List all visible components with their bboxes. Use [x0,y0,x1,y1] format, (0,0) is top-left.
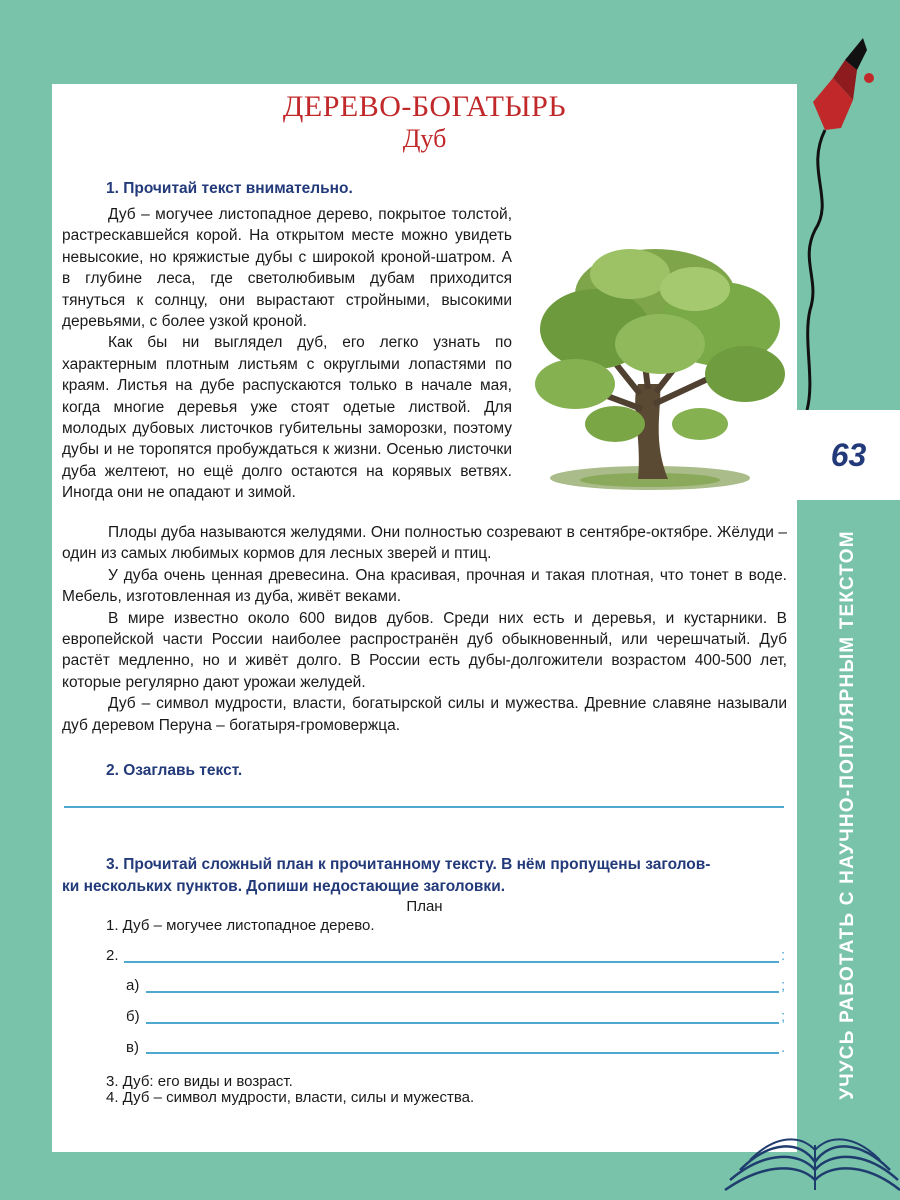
plan-sub-c-label: в) [126,1039,139,1056]
paragraph-2: Как бы ни выглядел дуб, его легко узнать по характерным плотным листьям с округлыми лопастями по краям. Листья на дубе распускаются только в начале мая, когда многие деревья уже стоят одетые листвой. Для молодых дубовых листочков губительны заморозки, поэтому дубы и не торопятся пробуждаться к жизни. Осенью листочки дуба желтеют, но ещё долго остаются на корявых ветвях. Иногда они не опадают и зимой. [62,334,512,502]
paragraph-3: Плоды дуба называются желудями. Они полностью созревают в сентябре-октябре. Жёлуди – один из самых любимых кормов для лесных зверей и птиц. [62,524,787,563]
open-book-icon [720,1100,900,1200]
plan-item-2-colon: : [781,947,786,964]
text-block-lower [62,522,787,736]
oak-tree-illustration [520,234,788,499]
plan-sub-a-line[interactable] [146,991,779,993]
plan-item-2-number: 2. [106,947,119,964]
task3-heading-line2: ки нескольких пунктов. Допиши недостающие заголовки. [62,878,506,895]
plan-sub-c-period: . [781,1039,786,1056]
task3-heading-line1: 3. Прочитай сложный план к прочитанному тексту. В нём пропущены заголов- [106,856,711,873]
task1-heading: 1. Прочитай текст внимательно. [106,180,353,197]
side-label [828,520,868,1110]
plan-sub-b-label: б) [126,1008,140,1025]
task2-heading: 2. Озаглавь текст. [106,762,243,779]
plan-sub-b-line[interactable] [146,1022,779,1024]
page-number-tab [797,410,900,500]
paragraph-1: Дуб – могучее листопадное дерево, покрытое толстой, растрескавшейся корой. На открытом месте можно увидеть невысокие, но кряжистые дубы с широкой кроной-шатром. А в глубине леса, где светолюбивым дубам приходится тянуться к солнцу, они вырастают стройными, высокими деревьями, с более узкой кроной. [62,206,512,331]
plan-item-4: 4. Дуб – символ мудрости, власти, силы и мужества. [106,1089,475,1106]
plan-caption: План [406,898,443,915]
title-answer-line[interactable] [64,806,784,808]
page-number: 63 [830,436,867,473]
side-label-text: УЧУСЬ РАБОТАТЬ С НАУЧНО-ПОПУЛЯРНЫМ ТЕКСТОМ [837,530,858,1100]
page-sheet [52,84,797,1152]
page-title [52,90,797,154]
plan-item-2-line[interactable] [124,961,779,963]
plan-item-1: 1. Дуб – могучее листопадное дерево. [106,917,375,934]
title-main: ДЕРЕВО-БОГАТЫРЬ [282,90,567,123]
text-block-upper [62,204,512,504]
plan-sub-a-label: а) [126,977,140,994]
paragraph-4: У дуба очень ценная древесина. Она красивая, прочная и такая плотная, что тонет в воде. Мебель, изготовленная из дуба, живёт веками. [62,566,787,606]
title-sub: Дуб [402,124,447,153]
plan-item-3: 3. Дуб: его виды и возраст. [106,1073,293,1090]
pen-decoration [795,30,895,410]
paragraph-6: Дуб – символ мудрости, власти, богатырской силы и мужества. Древние славяне называли дуб деревом Перуна – богатыря-громовержца. [62,695,787,734]
plan-sub-b-semicolon: ; [781,1008,786,1025]
plan-sub-c-line[interactable] [146,1052,779,1054]
plan-sub-a-semicolon: ; [781,977,786,994]
paragraph-5: В мире известно около 600 видов дубов. Среди них есть и деревья, и кустарники. В европейской части России наиболее распространён дуб обыкновенный, или черешчатый. Дуб растёт медленно, но и живёт долго. В России есть дубы-долгожители возрастом 400-500 лет, которые регулярно дают урожаи желудей. [62,609,787,691]
